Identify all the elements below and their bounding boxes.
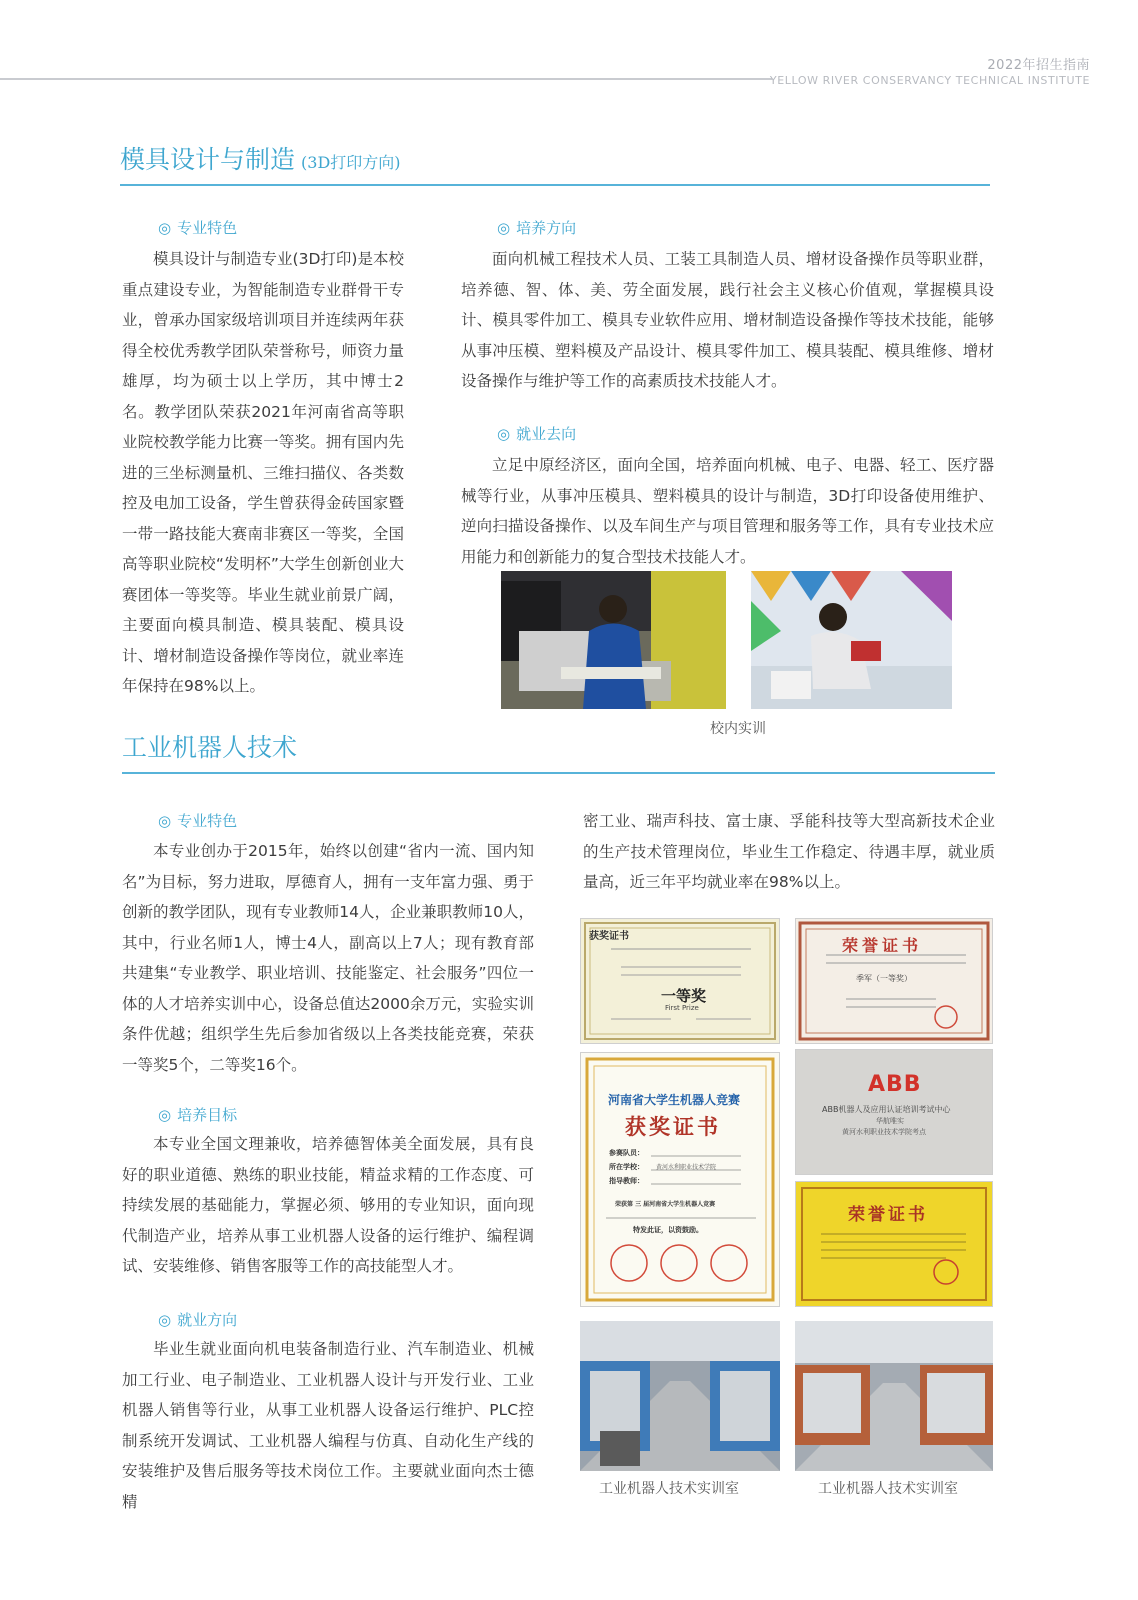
section-title-text: 模具设计与制造	[120, 145, 296, 174]
cert-school: 黄河水利职业技术学院	[656, 1164, 717, 1171]
cert-title: 荣誉证书	[848, 1205, 928, 1225]
certificate-honor-2	[795, 1181, 993, 1307]
photo-caption: 校内实训	[710, 721, 766, 737]
mold-training-text: 面向机械工程技术人员、工装工具制造人员、增材设备操作员等职业群，培养德、智、体、美、劳全面发展，践行社会主义核心价值观，掌握模具设计、模具零件加工、模具专业软件应用、增材制造设备操作等技术技能，能够从事冲压模、塑料模及产品设计、模具零件加工、模具装配、模具维修、增材设备操作与维护等工作的高素质技术技能人才。	[461, 250, 994, 390]
cert-award: 荣获第 三 届河南省大学生机器人竞赛	[615, 1201, 716, 1208]
subhead-label: 专业特色	[177, 812, 238, 830]
circle-bullet-icon: ◎	[158, 219, 172, 237]
section-title-note: (3D打印方向)	[301, 153, 401, 172]
section-title-mold	[120, 140, 401, 176]
section-title-robot: 工业机器人技术	[122, 733, 298, 762]
plaque-line-1: ABB机器人及应用认证培训考试中心	[822, 1105, 951, 1114]
training-photo-1	[501, 571, 726, 709]
circle-bullet-icon: ◎	[497, 219, 511, 237]
cert-org: 河南省大学生机器人竞赛	[608, 1093, 741, 1107]
cert-prize-en: First Prize	[665, 1004, 699, 1012]
subhead-career	[158, 1309, 237, 1330]
section-rule	[122, 772, 995, 774]
header-rule	[0, 78, 772, 80]
mold-feature-text: 模具设计与制造专业(3D打印)是本校重点建设专业，为智能制造专业群骨干专业，曾承办国家级培训项目并连续两年获得全校优秀教学团队荣誉称号，师资力量雄厚，均为硕士以上学历，其中博士2名。教学团队荣获2021年河南省高等职业院校教学能力比赛一等奖。拥有国内先进的三坐标测量机、三维扫描仪、各类数控及电加工设备，学生曾获得金砖国家暨一带一路技能大赛南非赛区一等奖，全国高等职业院校“发明杯”大学生创新创业大赛团体一等奖等。毕业生就业前景广阔，主要面向模具制造、模具装配、模具设计、增材制造设备操作等岗位，就业率连年保持在98%以上。	[122, 250, 404, 695]
certificate-honor-1	[795, 918, 993, 1044]
subhead-label: 就业去向	[516, 425, 577, 443]
circle-bullet-icon: ◎	[158, 812, 172, 830]
subhead-training	[497, 217, 576, 238]
cert-prize: 一等奖	[661, 987, 707, 1005]
cert-title: 获奖证书	[625, 1114, 721, 1139]
plaque-abb	[795, 1049, 993, 1175]
robot-feature-text: 本专业创办于2015年，始终以创建“省内一流、国内知名”为目标，努力进取，厚德育人，拥有一支年富力强、勇于创新的教学团队，现有专业教师14人，企业兼职教师10人，其中，行业名师1人，博士4人，副高以上7人；现有教育部共建集“专业教学、职业培训、技能鉴定、社会服务”四位一体的人才培养实训中心，设备总值达2000余万元，实验实训条件优越；组织学生先后参加省级以上各类技能竞赛，荣获一等奖5个，二等奖16个。	[122, 842, 534, 1074]
subhead-label: 培养目标	[177, 1106, 238, 1124]
cert-title: 获奖证书	[589, 931, 629, 942]
cert-title: 荣誉证书	[842, 936, 923, 955]
cert-field-members: 参赛队员：	[609, 1149, 644, 1157]
mold-employment-text: 立足中原经济区，面向全国，培养面向机械、电子、电器、轻工、医疗器械等行业，从事冲压模具、塑料模具的设计与制造，3D打印设备使用维护、逆向扫描设备操作、以及车间生产与项目管理和服务等工作，具有专业技术应用能力和创新能力的复合型技术技能人才。	[461, 456, 994, 566]
workshop-photo-image	[501, 571, 726, 709]
institute-name: YELLOW RIVER CONSERVANCY TECHNICAL INSTITUTE	[769, 74, 1090, 87]
guide-title: 2022年招生指南	[987, 58, 1090, 73]
certificate-first-prize	[580, 918, 780, 1044]
cert-rank: 季军（一等奖）	[856, 974, 912, 983]
robot-goal-text: 本专业全国文理兼收，培养德智体美全面发展，具有良好的职业道德、熟练的职业技能，精益求精的工作态度、可持续发展的基础能力，掌握必须、够用的专业知识，面向现代制造产业，培养从事工业机器人设备的运行维护、编程调试、安装维修、销售客服等工作的高技能型人才。	[122, 1135, 534, 1275]
lab-photo-1	[580, 1321, 780, 1471]
subhead-feature	[158, 217, 237, 238]
lab-photo-image	[580, 1321, 780, 1471]
subhead-employment	[497, 423, 576, 444]
cert-field-teacher: 指导教师：	[609, 1177, 644, 1185]
plaque-line-3: 黄河水利职业技术学院考点	[842, 1128, 926, 1136]
circle-bullet-icon: ◎	[497, 425, 511, 443]
subhead-label: 就业方向	[177, 1311, 238, 1329]
training-photo-2	[751, 571, 952, 709]
subhead-label: 专业特色	[177, 219, 238, 237]
abb-logo: ABB	[868, 1072, 922, 1097]
section-rule	[120, 184, 990, 186]
circle-bullet-icon: ◎	[158, 1106, 172, 1124]
cert-field-school: 所在学校：	[609, 1163, 644, 1171]
certificate-henan-robot	[580, 1052, 780, 1307]
plaque-line-2: 华航唯实	[876, 1117, 904, 1125]
subhead-goal	[158, 1104, 237, 1125]
subhead-robot-feature	[158, 810, 237, 831]
lab-caption-2: 工业机器人技术实训室	[818, 1481, 958, 1497]
robot-career-text-continued: 密工业、瑞声科技、富士康、孚能科技等大型高新技术企业的生产技术管理岗位，毕业生工作稳定、待遇丰厚，就业质量高，近三年平均就业率在98%以上。	[583, 812, 995, 891]
subhead-label: 培养方向	[516, 219, 577, 237]
lab-photo-2	[795, 1321, 993, 1471]
lab-photo-image	[795, 1321, 993, 1471]
lab-caption-1: 工业机器人技术实训室	[599, 1481, 739, 1497]
circle-bullet-icon: ◎	[158, 1311, 172, 1329]
robot-career-text: 毕业生就业面向机电装备制造行业、汽车制造业、机械加工行业、电子制造业、工业机器人设计与开发行业、工业机器人销售等行业，从事工业机器人设备运行维护、PLC控制系统开发调试、工业机器人编程与仿真、自动化生产线的安装维护及售后服务等技术岗位工作。主要就业面向杰士德精	[122, 1340, 534, 1511]
cert-footer: 特发此证，以资鼓励。	[633, 1226, 703, 1234]
scanner-photo-image	[751, 571, 952, 709]
